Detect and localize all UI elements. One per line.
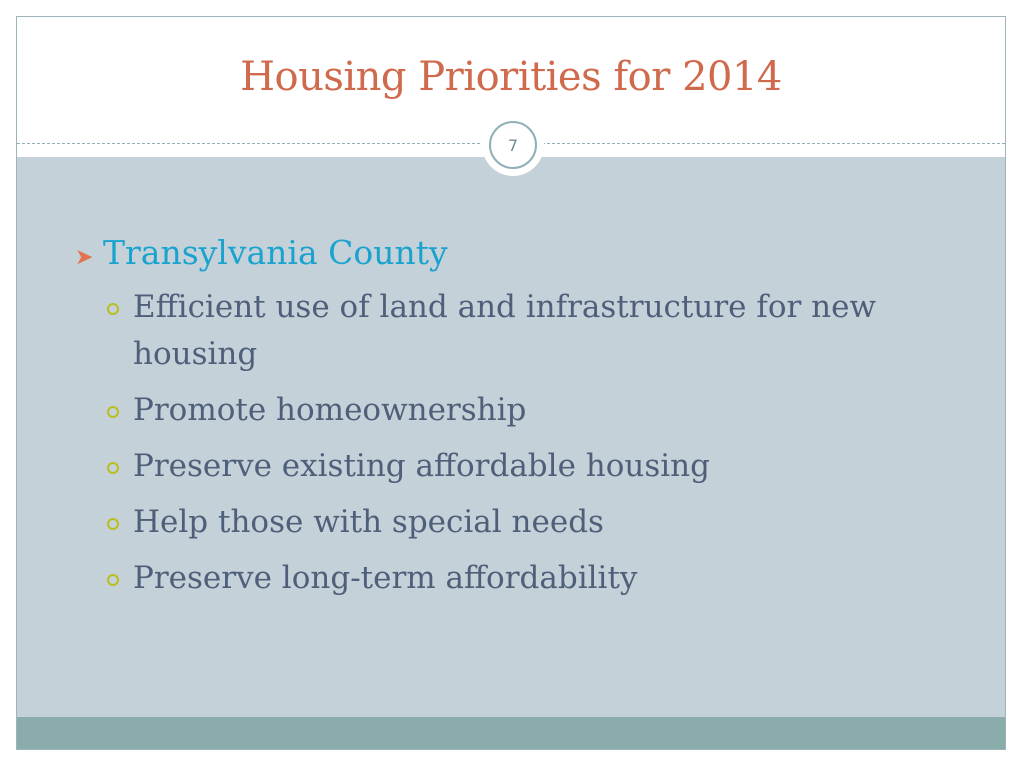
bullet-level2-text: Preserve existing affordable housing [133, 448, 710, 484]
bullet-level2-text: Promote homeownership [133, 392, 527, 428]
circle-bullet-icon [107, 518, 133, 530]
bullet-level2 [107, 387, 975, 434]
bullet-level2 [107, 499, 975, 546]
bullet-level2 [107, 555, 975, 602]
bullet-level2-text: Preserve long-term affordability [133, 560, 638, 596]
bullet-level2-text: Efficient use of land and infrastructure for new housing [133, 289, 877, 372]
bullet-level2 [107, 443, 975, 490]
bullet-level1-text: Transylvania County [103, 233, 448, 272]
circle-bullet-icon [107, 406, 133, 418]
slide [16, 16, 1006, 750]
footer-bar [17, 717, 1005, 750]
circle-bullet-icon [107, 303, 133, 315]
page-number-circle [489, 121, 537, 169]
page-number-badge [482, 114, 544, 176]
circle-bullet-icon [107, 574, 133, 586]
bullet-level1 [75, 231, 975, 280]
circle-bullet-icon [107, 462, 133, 474]
page-number: 7 [507, 135, 519, 155]
slide-title: Housing Priorities for 2014 [240, 54, 782, 100]
bullet-level2-text: Help those with special needs [133, 504, 604, 540]
bullet-list [75, 231, 975, 611]
arrow-right-icon: ➤ [75, 245, 94, 270]
bullet-level2 [107, 284, 975, 378]
